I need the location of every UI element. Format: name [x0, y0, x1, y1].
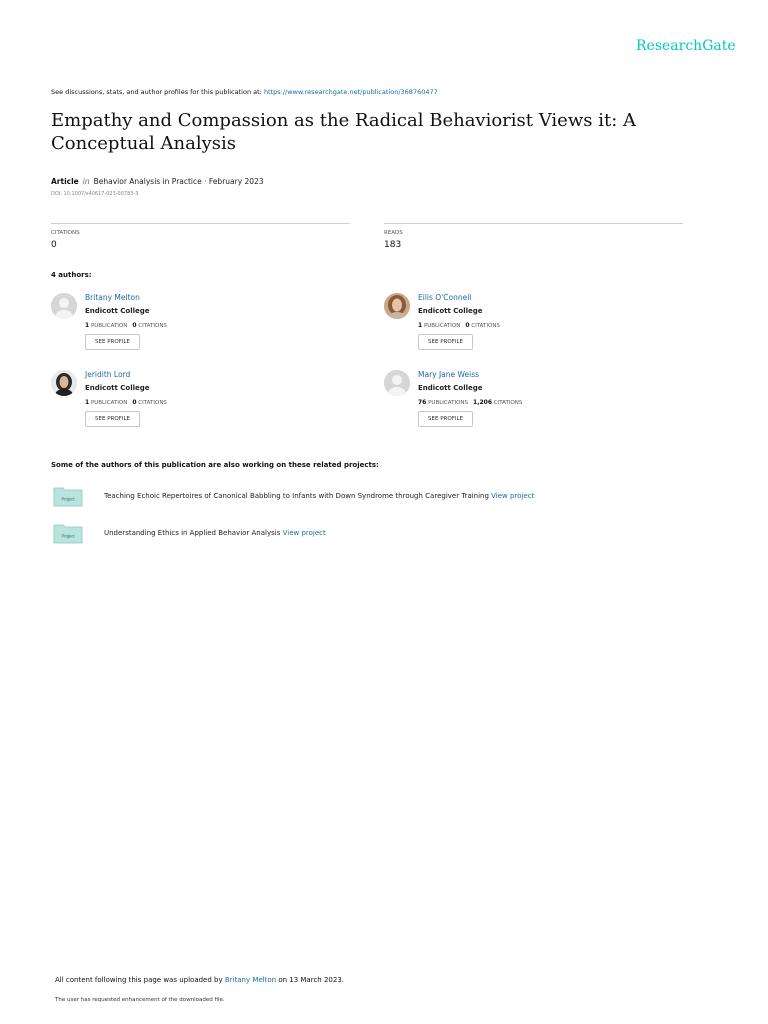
citations-value: 0 — [51, 240, 57, 250]
author-name-link[interactable]: Eilis O'Connell — [418, 293, 472, 302]
publication-count-label: PUBLICATIONS — [428, 400, 469, 406]
project-folder-label: Project — [61, 533, 75, 539]
author-stats — [418, 399, 522, 406]
project-title: Teaching Echoic Repertoires of Canonical Babbling to Infants with Down Syndrome through Caregiver Training — [104, 492, 489, 500]
project-title: Understanding Ethics in Applied Behavior Analysis — [104, 529, 281, 537]
publication-count: 1 — [85, 399, 90, 406]
citations-divider — [51, 223, 350, 224]
reads-value: 183 — [384, 240, 402, 250]
view-project-link[interactable]: View project — [491, 492, 535, 500]
project-item — [53, 485, 703, 509]
citation-count-label: CITATIONS — [493, 400, 523, 406]
project-folder-icon — [53, 522, 83, 544]
author-institution: Endicott College — [418, 307, 483, 315]
project-folder-icon — [53, 485, 83, 507]
author-card — [51, 370, 351, 434]
author-stats — [85, 322, 167, 329]
upload-prefix: All content following this page was uploaded by — [55, 976, 223, 984]
author-card — [384, 370, 684, 434]
citation-count-label: CITATIONS — [471, 323, 500, 329]
doi-text: DOI: 10.1007/s40617-023-00783-3 — [51, 191, 139, 197]
upload-suffix: on 13 March 2023. — [278, 976, 344, 984]
default-avatar-icon[interactable] — [51, 293, 77, 319]
publication-meta — [51, 177, 264, 186]
researchgate-logo[interactable]: ResearchGate — [636, 38, 736, 54]
photo-avatar-icon[interactable] — [384, 293, 410, 319]
photo-avatar-icon[interactable] — [51, 370, 77, 396]
project-title-line — [104, 492, 534, 500]
citation-count: 0 — [132, 399, 137, 406]
publication-count-label: PUBLICATION — [90, 400, 128, 406]
reads-label: READS — [384, 230, 403, 236]
citation-count-label: CITATIONS — [138, 323, 167, 329]
publication-count-label: PUBLICATION — [90, 323, 128, 329]
see-discussions-line — [51, 88, 438, 96]
see-profile-button[interactable]: SEE PROFILE — [418, 411, 473, 427]
view-project-link[interactable]: View project — [282, 529, 326, 537]
see-discussions-text: See discussions, stats, and author profiles for this publication at: — [51, 88, 262, 96]
authors-heading: 4 authors: — [51, 271, 92, 279]
citation-count: 0 — [132, 322, 137, 329]
reads-divider — [384, 223, 683, 224]
publication-count-label: PUBLICATION — [423, 323, 461, 329]
author-name-link[interactable]: Britany Melton — [85, 293, 140, 302]
citation-count-label: CITATIONS — [138, 400, 167, 406]
publication-title: Empathy and Compassion as the Radical Behaviorist Views it: A Conceptual Analysis — [51, 110, 636, 154]
journal-date: Behavior Analysis in Practice · February 2023 — [93, 177, 264, 186]
author-stats — [85, 399, 167, 406]
citation-count: 1,206 — [473, 399, 492, 406]
project-title-line — [104, 529, 326, 537]
see-profile-button[interactable]: SEE PROFILE — [85, 334, 140, 350]
author-institution: Endicott College — [85, 384, 150, 392]
article-type: Article — [51, 177, 79, 186]
uploader-link[interactable]: Britany Melton — [224, 976, 277, 984]
publication-count: 1 — [85, 322, 90, 329]
in-word: in — [82, 177, 90, 186]
related-projects-heading: Some of the authors of this publication are also working on these related projects: — [51, 461, 379, 469]
enhancement-note: The user has requested enhancement of the downloaded file. — [55, 997, 225, 1003]
upload-info — [55, 976, 344, 984]
project-item — [53, 522, 703, 546]
author-card — [51, 293, 351, 357]
author-name-link[interactable]: Mary Jane Weiss — [418, 370, 480, 379]
author-institution: Endicott College — [418, 384, 483, 392]
citation-count: 0 — [465, 322, 470, 329]
publication-count: 76 — [418, 399, 427, 406]
citations-label: CITATIONS — [51, 230, 80, 236]
author-card — [384, 293, 684, 357]
author-stats — [418, 322, 500, 329]
see-profile-button[interactable]: SEE PROFILE — [418, 334, 473, 350]
publication-url-link[interactable]: https://www.researchgate.net/publication/368760477 — [263, 88, 438, 96]
publication-count: 1 — [418, 322, 423, 329]
project-folder-label: Project — [61, 496, 75, 502]
author-institution: Endicott College — [85, 307, 150, 315]
see-profile-button[interactable]: SEE PROFILE — [85, 411, 140, 427]
author-name-link[interactable]: Jeridith Lord — [85, 370, 131, 379]
default-avatar-icon[interactable] — [384, 370, 410, 396]
